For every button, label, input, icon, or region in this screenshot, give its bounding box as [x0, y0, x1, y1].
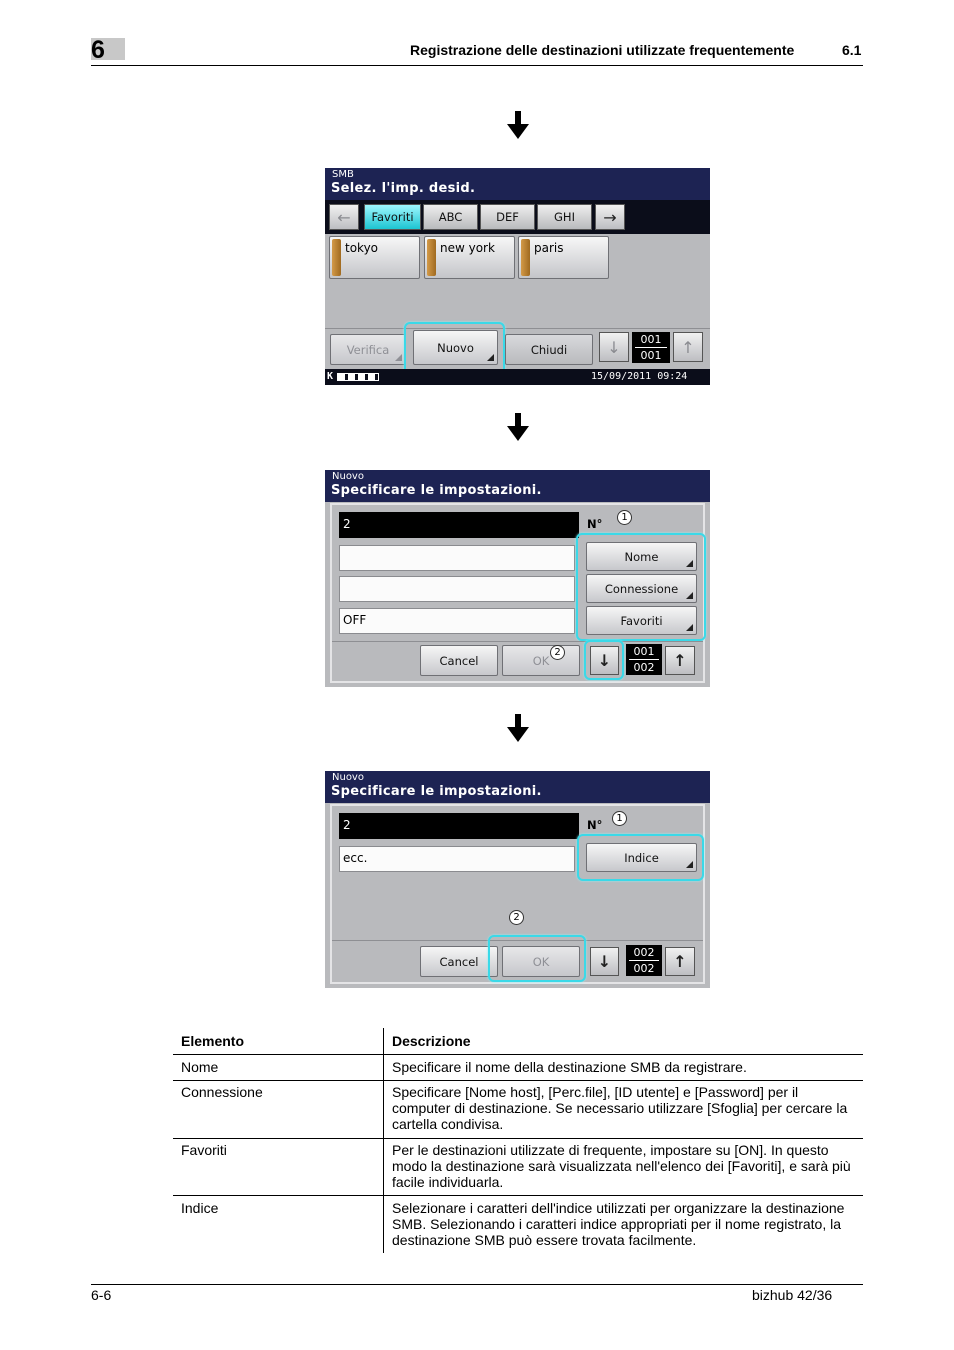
arrow-right-icon: →	[603, 207, 617, 227]
ok-button[interactable]: OK	[502, 645, 580, 676]
toner-level-icon	[337, 373, 379, 381]
page-total: 002	[633, 661, 655, 674]
destination-label: tokyo	[345, 241, 379, 255]
divider	[332, 641, 703, 642]
status-bar	[325, 369, 710, 385]
screen-subtitle: Nuovo	[332, 772, 364, 783]
tab-abc[interactable]: ABC	[423, 204, 478, 230]
chapter-number: 6	[91, 36, 105, 64]
number-label: N°	[587, 818, 603, 832]
destination-label: paris	[534, 241, 564, 255]
indice-button[interactable]: Indice	[586, 843, 697, 872]
screen-new-destination-page2	[325, 771, 710, 988]
arrow-up-icon: ↑	[673, 651, 687, 670]
divider	[325, 328, 710, 329]
screen-titlebar	[325, 771, 710, 803]
row-descrizione: Per le destinazioni utilizzate di frequente, impostare su [ON]. In questo modo la destinazione sarà visualizzata nell'elenco dei [Favoriti], e sarà più facile individuarla.	[392, 1142, 851, 1190]
datetime: 15/09/2011 09:24	[591, 371, 688, 382]
tab-prev-button[interactable]	[329, 204, 359, 230]
screen-titlebar	[325, 470, 710, 502]
page-total: 001	[640, 349, 662, 362]
tab-ghi[interactable]: GHI	[537, 204, 592, 230]
header-descrizione: Descrizione	[392, 1033, 471, 1049]
screen-smb-select	[325, 168, 710, 385]
number-field[interactable]: 2	[339, 813, 579, 839]
row-elemento: Indice	[181, 1200, 219, 1216]
toner-k-label: K	[327, 371, 334, 382]
cancel-button[interactable]: Cancel	[420, 946, 498, 977]
callout-badge-2: 2	[550, 645, 565, 660]
tab-def[interactable]: DEF	[480, 204, 535, 230]
table-column-divider	[383, 1028, 384, 1253]
down-arrow-icon	[507, 714, 529, 742]
screen-title: Specificare le impostazioni.	[331, 784, 542, 799]
page-counter	[632, 332, 670, 363]
page-current: 002	[633, 946, 655, 959]
callout-badge-2: 2	[509, 910, 524, 925]
page-up-button[interactable]	[665, 947, 695, 976]
ok-button[interactable]: OK	[502, 946, 580, 977]
page-header-title: Registrazione delle destinazioni utilizzate frequentemente	[410, 42, 795, 58]
page-down-button[interactable]	[590, 947, 619, 976]
verifica-button[interactable]: Verifica	[330, 334, 406, 365]
screen-title: Selez. l'imp. desid.	[331, 181, 476, 196]
row-descrizione: Selezionare i caratteri dell'indice utilizzati per organizzare la destinazione SMB. Selezionando i caratteri indice appropriati per il nome registrato, la destinazione SMB può essere trovata facilmente.	[392, 1200, 845, 1248]
page-up-button[interactable]	[665, 646, 695, 675]
down-arrow-icon	[507, 111, 529, 139]
header-rule	[91, 65, 863, 66]
number-field[interactable]: 2	[339, 512, 579, 538]
row-elemento: Nome	[181, 1059, 219, 1075]
table-header-rule	[173, 1054, 863, 1055]
callout-badge-1: 1	[617, 510, 632, 525]
index-field[interactable]: ecc.	[339, 846, 575, 872]
arrow-down-icon: ↓	[607, 337, 621, 357]
favoriti-button[interactable]: Favoriti	[586, 606, 697, 635]
screen-titlebar	[325, 168, 710, 200]
destination-paris[interactable]	[518, 236, 609, 279]
screen-subtitle: Nuovo	[332, 471, 364, 482]
index-tab-bar	[325, 200, 710, 234]
destination-new-york[interactable]	[424, 236, 515, 279]
screen-title: Specificare le impostazioni.	[331, 483, 542, 498]
footer-rule	[91, 1284, 863, 1285]
destination-label: new york	[440, 241, 495, 255]
page-counter	[626, 945, 662, 976]
arrow-down-icon: ↓	[597, 651, 612, 670]
destination-tokyo[interactable]	[329, 236, 420, 279]
number-label: N°	[587, 517, 603, 531]
arrow-left-icon: ←	[337, 207, 351, 227]
header-elemento: Elemento	[181, 1033, 245, 1049]
page-current: 001	[640, 333, 662, 346]
page-up-button[interactable]	[673, 332, 703, 362]
screen-new-destination-page1	[325, 470, 710, 687]
page-down-button[interactable]	[599, 332, 629, 362]
page-total: 002	[633, 962, 655, 975]
table-row-rule	[173, 1195, 863, 1196]
nuovo-button[interactable]: Nuovo	[413, 330, 498, 365]
arrow-up-icon: ↑	[673, 952, 687, 971]
smb-tag-icon	[521, 239, 530, 276]
tab-next-button[interactable]	[595, 204, 625, 230]
arrow-up-icon: ↑	[681, 337, 695, 357]
page-number: 6-6	[91, 1287, 112, 1303]
page-current: 001	[633, 645, 655, 658]
favorites-field[interactable]: OFF	[339, 608, 575, 634]
row-descrizione: Specificare il nome della destinazione SMB da registrare.	[392, 1059, 747, 1075]
product-name: bizhub 42/36	[752, 1287, 833, 1303]
cancel-button[interactable]: Cancel	[420, 645, 498, 676]
arrow-down-icon: ↓	[597, 952, 612, 971]
tab-favoriti[interactable]: Favoriti	[364, 204, 421, 230]
connessione-button[interactable]: Connessione	[586, 574, 697, 603]
page-header-section: 6.1	[842, 42, 862, 58]
chiudi-button[interactable]: Chiudi	[505, 334, 593, 365]
row-descrizione: Specificare [Nome host], [Perc.file], [ID utente] e [Password] per il computer di destinazione. Se necessario utilizzare [Sfoglia] per cercare la cartella condivisa.	[392, 1084, 848, 1132]
page-down-button[interactable]	[590, 646, 619, 675]
table-row-rule	[173, 1080, 863, 1081]
table-row-rule	[173, 1138, 863, 1139]
page-counter	[626, 644, 662, 675]
row-elemento: Favoriti	[181, 1142, 227, 1158]
smb-tag-icon	[427, 239, 436, 276]
callout-badge-1: 1	[612, 811, 627, 826]
name-field[interactable]	[339, 545, 575, 571]
row-elemento: Connessione	[181, 1084, 263, 1100]
screen-subtitle: SMB	[332, 169, 354, 180]
down-arrow-icon	[507, 413, 529, 441]
nome-button[interactable]: Nome	[586, 542, 697, 571]
connection-field[interactable]	[339, 576, 575, 602]
smb-tag-icon	[332, 239, 341, 276]
